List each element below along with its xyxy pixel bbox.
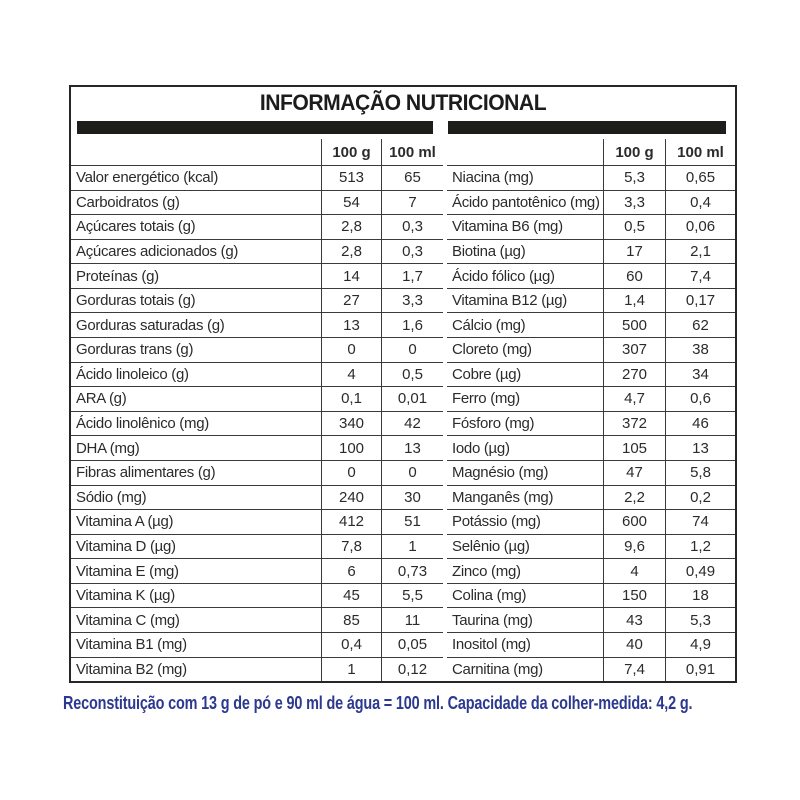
value-per-100g: 100 [322, 436, 382, 460]
value-per-100g: 7,4 [604, 658, 666, 682]
value-per-100g: 9,6 [604, 535, 666, 559]
nutrient-label: Vitamina C (mg) [71, 608, 322, 632]
value-per-100ml: 13 [404, 439, 421, 457]
value-per-100ml: 13 [692, 439, 709, 457]
left-table-rows [71, 165, 443, 681]
header-bar-right [448, 121, 726, 134]
left-table-header-row [71, 139, 443, 165]
table-row [71, 583, 443, 608]
value-per-100ml: 2,1 [690, 243, 711, 261]
nutrient-label: ARA (g) [71, 387, 322, 411]
value-per-100ml: 0,2 [690, 488, 711, 506]
value-per-100g: 0 [322, 338, 382, 362]
table-row [71, 632, 443, 657]
nutrient-label: Gorduras saturadas (g) [71, 313, 322, 337]
nutrient-label: Zinco (mg) [447, 559, 604, 583]
nutrient-label: Taurina (mg) [447, 608, 604, 632]
right-header-empty-cell [447, 139, 604, 165]
value-per-100ml: 46 [692, 415, 709, 433]
value-per-100g: 43 [604, 608, 666, 632]
nutrient-label: Ferro (mg) [447, 387, 604, 411]
table-row [71, 362, 443, 387]
table-row [447, 214, 735, 239]
value-per-100g: 4,7 [604, 387, 666, 411]
nutrient-label: Ácido pantotênico (mg) [447, 191, 604, 215]
value-per-100ml: 0 [408, 341, 417, 359]
value-per-100g: 105 [604, 436, 666, 460]
value-per-100ml: 0,6 [690, 390, 711, 408]
value-per-100ml: 5,3 [690, 611, 711, 629]
value-per-100ml: 1,7 [402, 267, 423, 285]
nutrient-label: Manganês (mg) [447, 486, 604, 510]
right-column-header-100ml: 100 ml [677, 143, 724, 161]
reconstitution-note: Reconstituição com 13 g de pó e 90 ml de água = 100 ml. Capacidade da colher-medida: 4,2 g. [63, 692, 693, 713]
table-row [71, 485, 443, 510]
table-row [447, 165, 735, 190]
value-per-100g: 6 [322, 559, 382, 583]
value-per-100ml: 51 [404, 513, 421, 531]
nutrient-label: Proteínas (g) [71, 264, 322, 288]
table-row [447, 239, 735, 264]
table-row [71, 263, 443, 288]
table-row [71, 312, 443, 337]
nutrient-label: Vitamina E (mg) [71, 559, 322, 583]
table-row [447, 435, 735, 460]
value-per-100g: 270 [604, 363, 666, 387]
nutrient-label: Carnitina (mg) [447, 658, 604, 682]
value-per-100g: 307 [604, 338, 666, 362]
value-per-100g: 40 [604, 633, 666, 657]
value-per-100g: 1 [322, 658, 382, 682]
value-per-100ml: 62 [692, 316, 709, 334]
value-per-100g: 54 [322, 191, 382, 215]
value-per-100g: 17 [604, 240, 666, 264]
value-per-100g: 7,8 [322, 535, 382, 559]
value-per-100ml: 1,2 [690, 537, 711, 555]
value-per-100g: 4 [322, 363, 382, 387]
table-row [71, 288, 443, 313]
value-per-100g: 0,4 [322, 633, 382, 657]
value-per-100ml: 0,3 [402, 218, 423, 236]
table-title: INFORMAÇÃO NUTRICIONAL [259, 90, 547, 115]
value-per-100ml: 1,6 [402, 316, 423, 334]
nutrient-label: Vitamina B1 (mg) [71, 633, 322, 657]
table-row [71, 337, 443, 362]
nutrient-label: Açúcares adicionados (g) [71, 240, 322, 264]
table-row [71, 509, 443, 534]
value-per-100ml: 65 [404, 169, 421, 187]
nutrient-label: DHA (mg) [71, 436, 322, 460]
value-per-100g: 85 [322, 608, 382, 632]
value-per-100ml: 0,5 [402, 365, 423, 383]
table-row [447, 411, 735, 436]
right-table [447, 139, 735, 681]
table-row [447, 485, 735, 510]
value-per-100g: 500 [604, 313, 666, 337]
nutrient-label: Ácido fólico (µg) [447, 264, 604, 288]
value-per-100g: 0,5 [604, 215, 666, 239]
table-row [447, 632, 735, 657]
nutrient-label: Valor energético (kcal) [71, 166, 322, 190]
value-per-100g: 47 [604, 461, 666, 485]
nutrient-label: Magnésio (mg) [447, 461, 604, 485]
table-row [447, 386, 735, 411]
table-row [447, 657, 735, 682]
right-table-rows [447, 165, 735, 681]
nutrient-label: Vitamina B12 (µg) [447, 289, 604, 313]
value-per-100g: 27 [322, 289, 382, 313]
table-row [447, 583, 735, 608]
nutrient-label: Açúcares totais (g) [71, 215, 322, 239]
table-row [447, 607, 735, 632]
value-per-100ml: 42 [404, 415, 421, 433]
value-per-100g: 0 [322, 461, 382, 485]
value-per-100g: 412 [322, 510, 382, 534]
value-per-100ml: 0,05 [397, 636, 428, 654]
table-row [71, 607, 443, 632]
value-per-100g: 45 [322, 584, 382, 608]
value-per-100g: 2,8 [322, 215, 382, 239]
value-per-100g: 13 [322, 313, 382, 337]
value-per-100ml: 5,5 [402, 587, 423, 605]
value-per-100g: 1,4 [604, 289, 666, 313]
value-per-100ml: 7 [408, 193, 417, 211]
table-row [71, 534, 443, 559]
value-per-100ml: 11 [404, 611, 421, 629]
table-row [71, 239, 443, 264]
table-row [71, 435, 443, 460]
nutrient-label: Cobre (µg) [447, 363, 604, 387]
nutrient-label: Cloreto (mg) [447, 338, 604, 362]
table-row [71, 165, 443, 190]
nutrient-label: Colina (mg) [447, 584, 604, 608]
table-row [447, 312, 735, 337]
left-column-header-100ml: 100 ml [389, 143, 436, 161]
value-per-100g: 513 [322, 166, 382, 190]
nutrient-label: Biotina (µg) [447, 240, 604, 264]
left-table [71, 139, 443, 681]
value-per-100g: 2,8 [322, 240, 382, 264]
value-per-100ml: 0,91 [685, 660, 716, 678]
value-per-100ml: 1 [408, 537, 417, 555]
nutrient-label: Vitamina B2 (mg) [71, 658, 322, 682]
nutrient-label: Fósforo (mg) [447, 412, 604, 436]
nutrient-label: Vitamina A (µg) [71, 510, 322, 534]
value-per-100ml: 74 [692, 513, 709, 531]
nutrient-label: Sódio (mg) [71, 486, 322, 510]
value-per-100g: 2,2 [604, 486, 666, 510]
value-per-100ml: 0,3 [402, 243, 423, 261]
header-bar-left [77, 121, 433, 134]
value-per-100ml: 0 [408, 464, 417, 482]
value-per-100ml: 34 [692, 365, 709, 383]
table-row [447, 558, 735, 583]
table-row [71, 386, 443, 411]
nutrient-label: Vitamina D (µg) [71, 535, 322, 559]
nutrient-label: Iodo (µg) [447, 436, 604, 460]
nutrient-label: Carboidratos (g) [71, 191, 322, 215]
left-header-empty-cell [71, 139, 322, 165]
table-row [447, 362, 735, 387]
value-per-100ml: 0,49 [685, 562, 716, 580]
value-per-100g: 372 [604, 412, 666, 436]
table-row [71, 190, 443, 215]
right-column-header-100g: 100 g [604, 139, 666, 165]
table-row [447, 288, 735, 313]
value-per-100g: 150 [604, 584, 666, 608]
value-per-100g: 14 [322, 264, 382, 288]
value-per-100ml: 30 [404, 488, 421, 506]
left-column-header-100g: 100 g [322, 139, 382, 165]
value-per-100ml: 0,73 [397, 562, 428, 580]
value-per-100ml: 4,9 [690, 636, 711, 654]
table-row [447, 534, 735, 559]
table-row [71, 558, 443, 583]
table-row [71, 411, 443, 436]
table-row [447, 190, 735, 215]
value-per-100ml: 0,4 [690, 193, 711, 211]
table-row [447, 460, 735, 485]
value-per-100g: 60 [604, 264, 666, 288]
nutrient-label: Ácido linoleico (g) [71, 363, 322, 387]
nutrient-label: Vitamina B6 (mg) [447, 215, 604, 239]
nutrient-label: Niacina (mg) [447, 166, 604, 190]
value-per-100ml: 0,06 [685, 218, 716, 236]
nutrient-label: Inositol (mg) [447, 633, 604, 657]
table-row [447, 509, 735, 534]
value-per-100g: 4 [604, 559, 666, 583]
value-per-100ml: 0,01 [397, 390, 428, 408]
value-per-100g: 240 [322, 486, 382, 510]
value-per-100ml: 18 [692, 587, 709, 605]
value-per-100ml: 5,8 [690, 464, 711, 482]
value-per-100ml: 0,17 [685, 292, 716, 310]
value-per-100ml: 0,12 [397, 660, 428, 678]
value-per-100ml: 7,4 [690, 267, 711, 285]
nutrient-label: Selênio (µg) [447, 535, 604, 559]
nutrient-label: Potássio (mg) [447, 510, 604, 534]
table-row [447, 337, 735, 362]
value-per-100g: 340 [322, 412, 382, 436]
value-per-100g: 0,1 [322, 387, 382, 411]
nutrition-facts-table [69, 85, 737, 683]
table-row [71, 214, 443, 239]
value-per-100g: 3,3 [604, 191, 666, 215]
nutrient-label: Ácido linolênico (mg) [71, 412, 322, 436]
table-row [71, 460, 443, 485]
nutrient-label: Vitamina K (µg) [71, 584, 322, 608]
value-per-100g: 5,3 [604, 166, 666, 190]
table-row [447, 263, 735, 288]
nutrient-label: Cálcio (mg) [447, 313, 604, 337]
value-per-100ml: 0,65 [685, 169, 716, 187]
value-per-100ml: 3,3 [402, 292, 423, 310]
value-per-100ml: 38 [692, 341, 709, 359]
nutrient-label: Fibras alimentares (g) [71, 461, 322, 485]
value-per-100g: 600 [604, 510, 666, 534]
nutrient-label: Gorduras trans (g) [71, 338, 322, 362]
right-table-header-row [447, 139, 735, 165]
nutrient-label: Gorduras totais (g) [71, 289, 322, 313]
table-row [71, 657, 443, 682]
